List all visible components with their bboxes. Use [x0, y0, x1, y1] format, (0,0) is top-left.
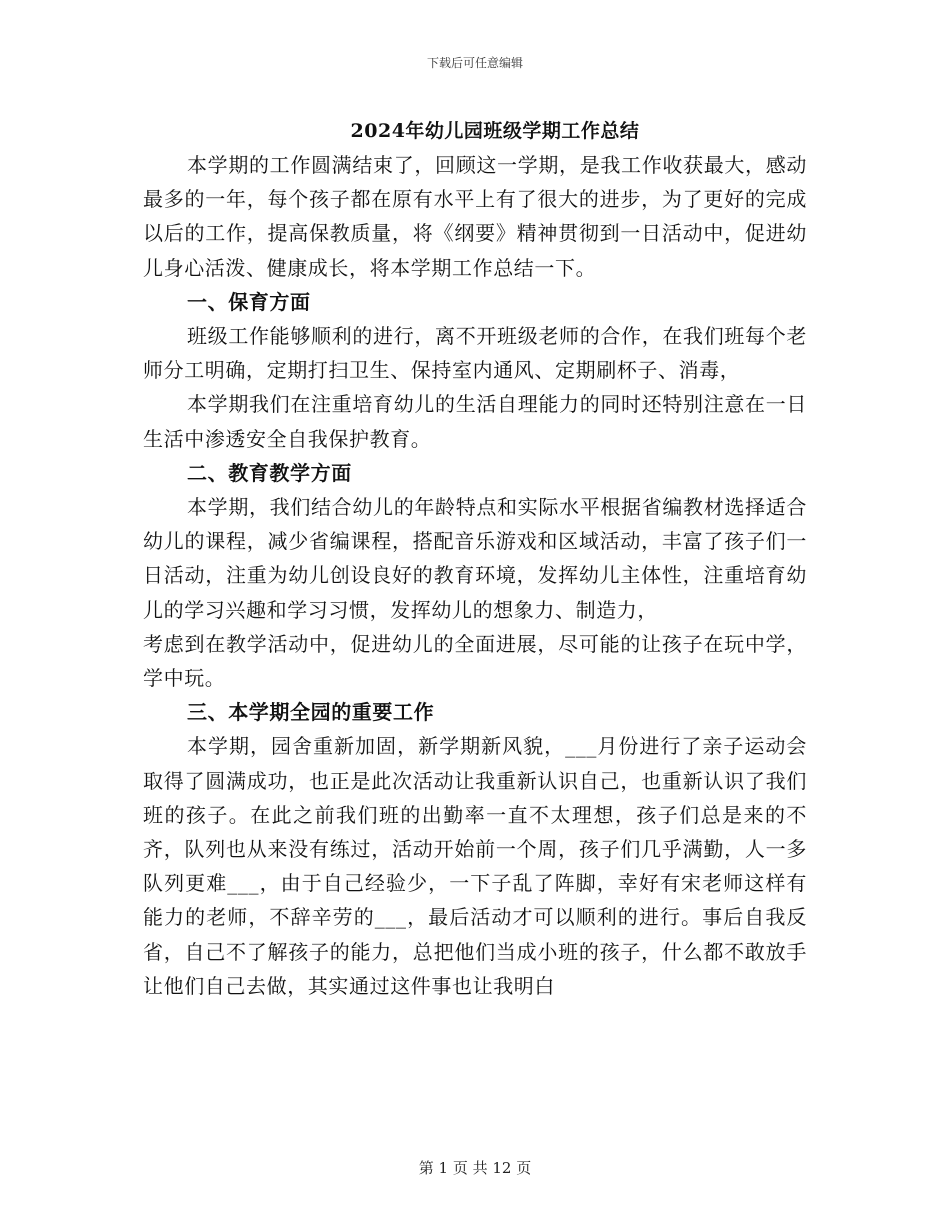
- section-heading-care: 一、保育方面: [187, 289, 311, 314]
- paragraph-key-work: 本学期，园舍重新加固，新学期新风貌，___月份进行了亲子运动会取得了圆满成功，也正是此次活动让我重新认识自己，也重新认识了我们班的孩子。在此之前我们班的出勤率一直不太理想，孩子们总是来的不齐，队列也从来没有练过，活动开始前一个周，孩子们几乎满勤，人一多队列更难___，由于自己经验少，一下子乱了阵脚，幸好有宋老师这样有能力的老师，不辞辛劳的___，最后活动才可以顺利的进行。事后自我反省，自己不了解孩子的能力，总把他们当成小班的孩子，什么都不敢放手让他们自己去做，其实通过这件事也让我明白: [143, 734, 807, 998]
- section-heading-key-work: 三、本学期全园的重要工作: [187, 700, 435, 725]
- paragraph-teaching-2: 考虑到在教学活动中，促进幼儿的全面进展，尽可能的让孩子在玩中学，学中玩。: [143, 631, 807, 691]
- paragraph-care-2: 本学期我们在注重培育幼儿的生活自理能力的同时还特别注意在一日生活中渗透安全自我保护教育。: [143, 392, 807, 451]
- section-heading-teaching: 二、教育教学方面: [187, 460, 352, 485]
- header-note: 下载后可任意编辑: [426, 56, 523, 70]
- page-number-footer: 第 1 页 共 12 页: [418, 1159, 532, 1177]
- paragraph-intro: 本学期的工作圆满结束了，回顾这一学期，是我工作收获最大，感动最多的一年，每个孩子都在原有水平上有了很大的进步，为了更好的完成以后的工作，提高保教质量，将《纲要》精神贯彻到一日活动中，促进幼儿身心活泼、健康成长，将本学期工作总结一下。: [143, 153, 807, 280]
- document-title: 2024年幼儿园班级学期工作总结: [350, 120, 640, 142]
- paragraph-care-1: 班级工作能够顺利的进行，离不开班级老师的合作，在我们班每个老师分工明确，定期打扫卫生、保持室内通风、定期刷杯子、消毒，: [143, 324, 807, 383]
- paragraph-teaching-1: 本学期，我们结合幼儿的年龄特点和实际水平根据省编教材选择适合幼儿的课程，减少省编课程，搭配音乐游戏和区域活动，丰富了孩子们一日活动，注重为幼儿创设良好的教育环境，发挥幼儿主体性，注重培育幼儿的学习兴趣和学习习惯，发挥幼儿的想象力、制造力，: [143, 495, 807, 622]
- document-body: [143, 148, 807, 1003]
